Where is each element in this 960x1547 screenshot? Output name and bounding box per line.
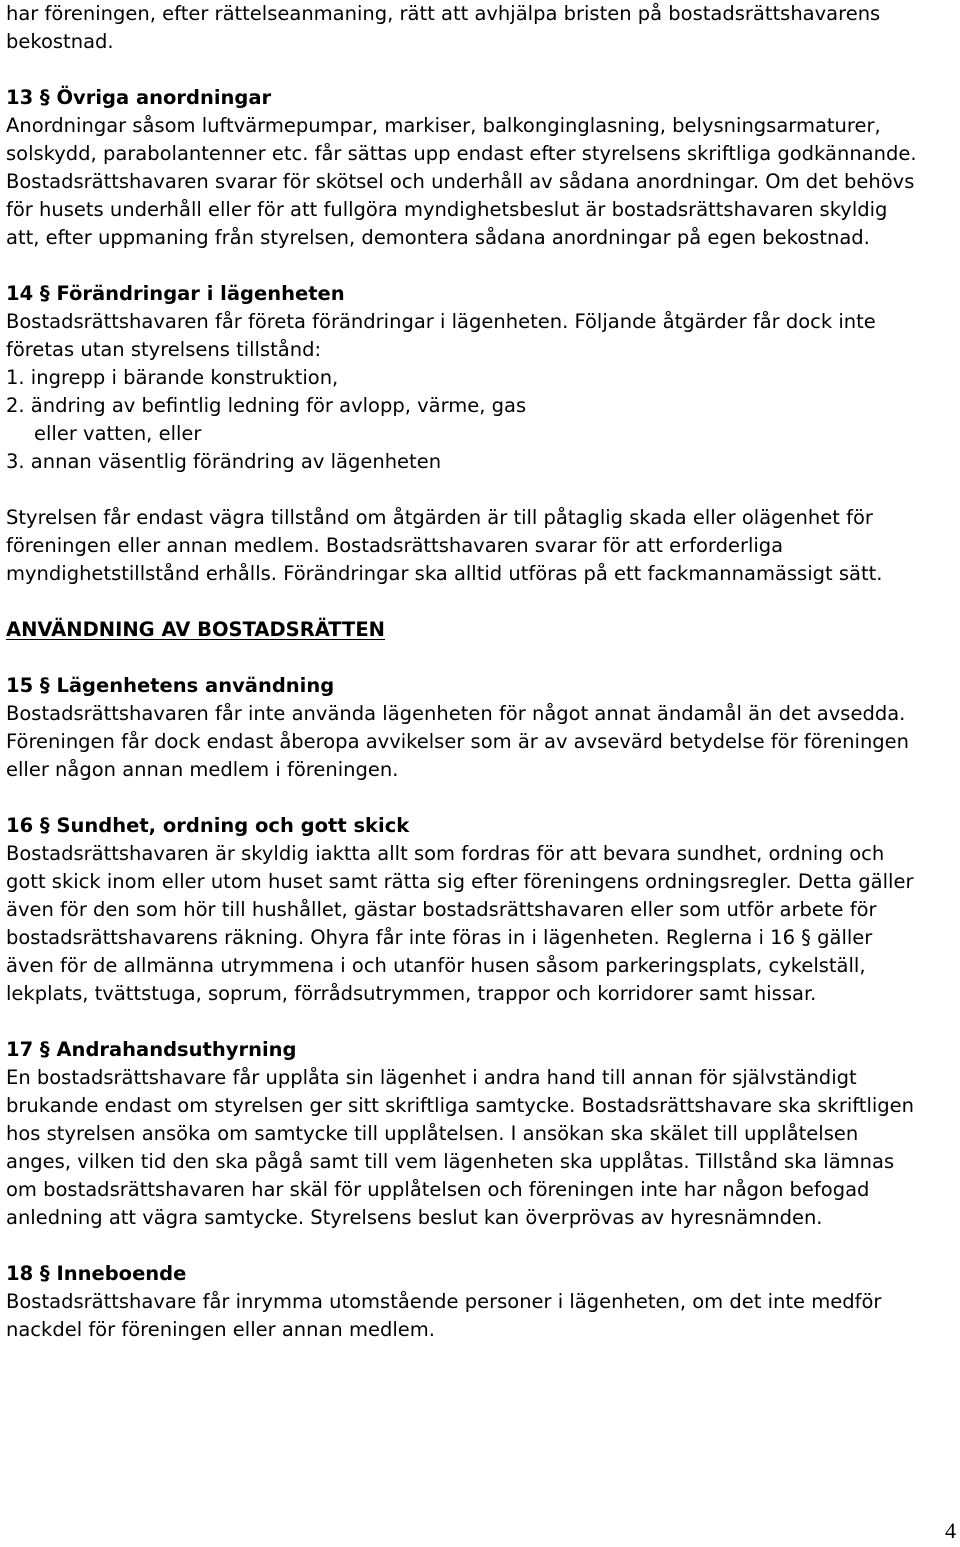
paragraph-line: gott skick inom eller utom huset samt rätta sig efter föreningens ordningsregler. Detta gäller	[6, 870, 914, 893]
page-number: 4	[945, 1518, 956, 1543]
paragraph-line: om bostadsrättshavaren har skäl för upplåtelsen och föreningen inte har någon befogad	[6, 1178, 870, 1201]
paragraph-line: Bostadsrättshavaren får företa förändringar i lägenheten. Följande åtgärder får dock inte	[6, 310, 876, 333]
paragraph-line: företas utan styrelsens tillstånd:	[6, 338, 322, 361]
list-item: 2. ändring av befintlig ledning för avlopp, värme, gas	[6, 394, 527, 417]
paragraph-line: Bostadsrättshavaren får inte använda lägenheten för något annat ändamål än det avsedda.	[6, 702, 906, 725]
paragraph-line: att, efter uppmaning från styrelsen, demontera sådana anordningar på egen bekostnad.	[6, 226, 870, 249]
paragraph-line: Anordningar såsom luftvärmepumpar, markiser, balkonginglasning, belysningsarmaturer,	[6, 114, 881, 137]
paragraph-line: En bostadsrättshavare får upplåta sin lägenhet i andra hand till annan för självständigt	[6, 1066, 857, 1089]
paragraph-line: myndighetstillstånd erhålls. Förändringar ska alltid utföras på ett fackmannamässigt sätt.	[6, 562, 883, 585]
paragraph-line: Bostadsrättshavaren svarar för skötsel och underhåll av sådana anordningar. Om det behövs	[6, 170, 915, 193]
section-14-heading: 14 § Förändringar i lägenheten	[6, 282, 345, 305]
paragraph-line: lekplats, tvättstuga, soprum, förrådsutrymmen, trappor och korridorer samt hissar.	[6, 982, 817, 1005]
chapter-heading: ANVÄNDNING AV BOSTADSRÄTTEN	[6, 618, 385, 641]
paragraph-line: anges, vilken tid den ska pågå samt till vem lägenheten ska upplåtas. Tillstånd ska lämnas	[6, 1150, 895, 1173]
paragraph-line: Bostadsrättshavare får inrymma utomstående personer i lägenheten, om det inte medför	[6, 1290, 882, 1313]
paragraph-line: nackdel för föreningen eller annan medlem.	[6, 1318, 435, 1341]
paragraph-line: bostadsrättshavarens räkning. Ohyra får inte föras in i lägenheten. Reglerna i 16 § gäller	[6, 926, 873, 949]
paragraph-line: hos styrelsen ansöka om samtycke till upplåtelsen. I ansökan ska skälet till upplåtelsen	[6, 1122, 859, 1145]
paragraph-line: anledning att vägra samtycke. Styrelsens beslut kan överprövas av hyresnämnden.	[6, 1206, 823, 1229]
section-18-heading: 18 § Inneboende	[6, 1262, 187, 1285]
list-item-continuation: eller vatten, eller	[34, 422, 202, 445]
paragraph-line: Föreningen får dock endast åberopa avvikelser som är av avsevärd betydelse för föreningen	[6, 730, 910, 753]
paragraph-line: Bostadsrättshavaren är skyldig iaktta allt som fordras för att bevara sundhet, ordning och	[6, 842, 885, 865]
paragraph-line: även för de allmänna utrymmena i och utanför husen såsom parkeringsplats, cykelställ,	[6, 954, 866, 977]
paragraph-line: eller någon annan medlem i föreningen.	[6, 758, 399, 781]
paragraph-line: brukande endast om styrelsen ger sitt skriftliga samtycke. Bostadsrättshavare ska skriftligen	[6, 1094, 915, 1117]
paragraph-line: har föreningen, efter rättelseanmaning, rätt att avhjälpa bristen på bostadsrättshavarens	[6, 2, 881, 25]
section-16-heading: 16 § Sundhet, ordning och gott skick	[6, 814, 410, 837]
paragraph-line: även för den som hör till hushållet, gästar bostadsrättshavaren eller som utför arbete för	[6, 898, 877, 921]
paragraph-line: för husets underhåll eller för att fullgöra myndighetsbeslut är bostadsrättshavaren skyldig	[6, 198, 888, 221]
list-item: 3. annan väsentlig förändring av lägenheten	[6, 450, 442, 473]
section-13-heading: 13 § Övriga anordningar	[6, 86, 272, 109]
section-17-heading: 17 § Andrahandsuthyrning	[6, 1038, 297, 1061]
paragraph-line: solskydd, parabolantenner etc. får sättas upp endast efter styrelsens skriftliga godkännande.	[6, 142, 917, 165]
list-item: 1. ingrepp i bärande konstruktion,	[6, 366, 339, 389]
section-15-heading: 15 § Lägenhetens användning	[6, 674, 335, 697]
paragraph-line: bekostnad.	[6, 30, 114, 53]
paragraph-line: föreningen eller annan medlem. Bostadsrättshavaren svarar för att erforderliga	[6, 534, 784, 557]
paragraph-line: Styrelsen får endast vägra tillstånd om åtgärden är till påtaglig skada eller olägenhet för	[6, 506, 873, 529]
